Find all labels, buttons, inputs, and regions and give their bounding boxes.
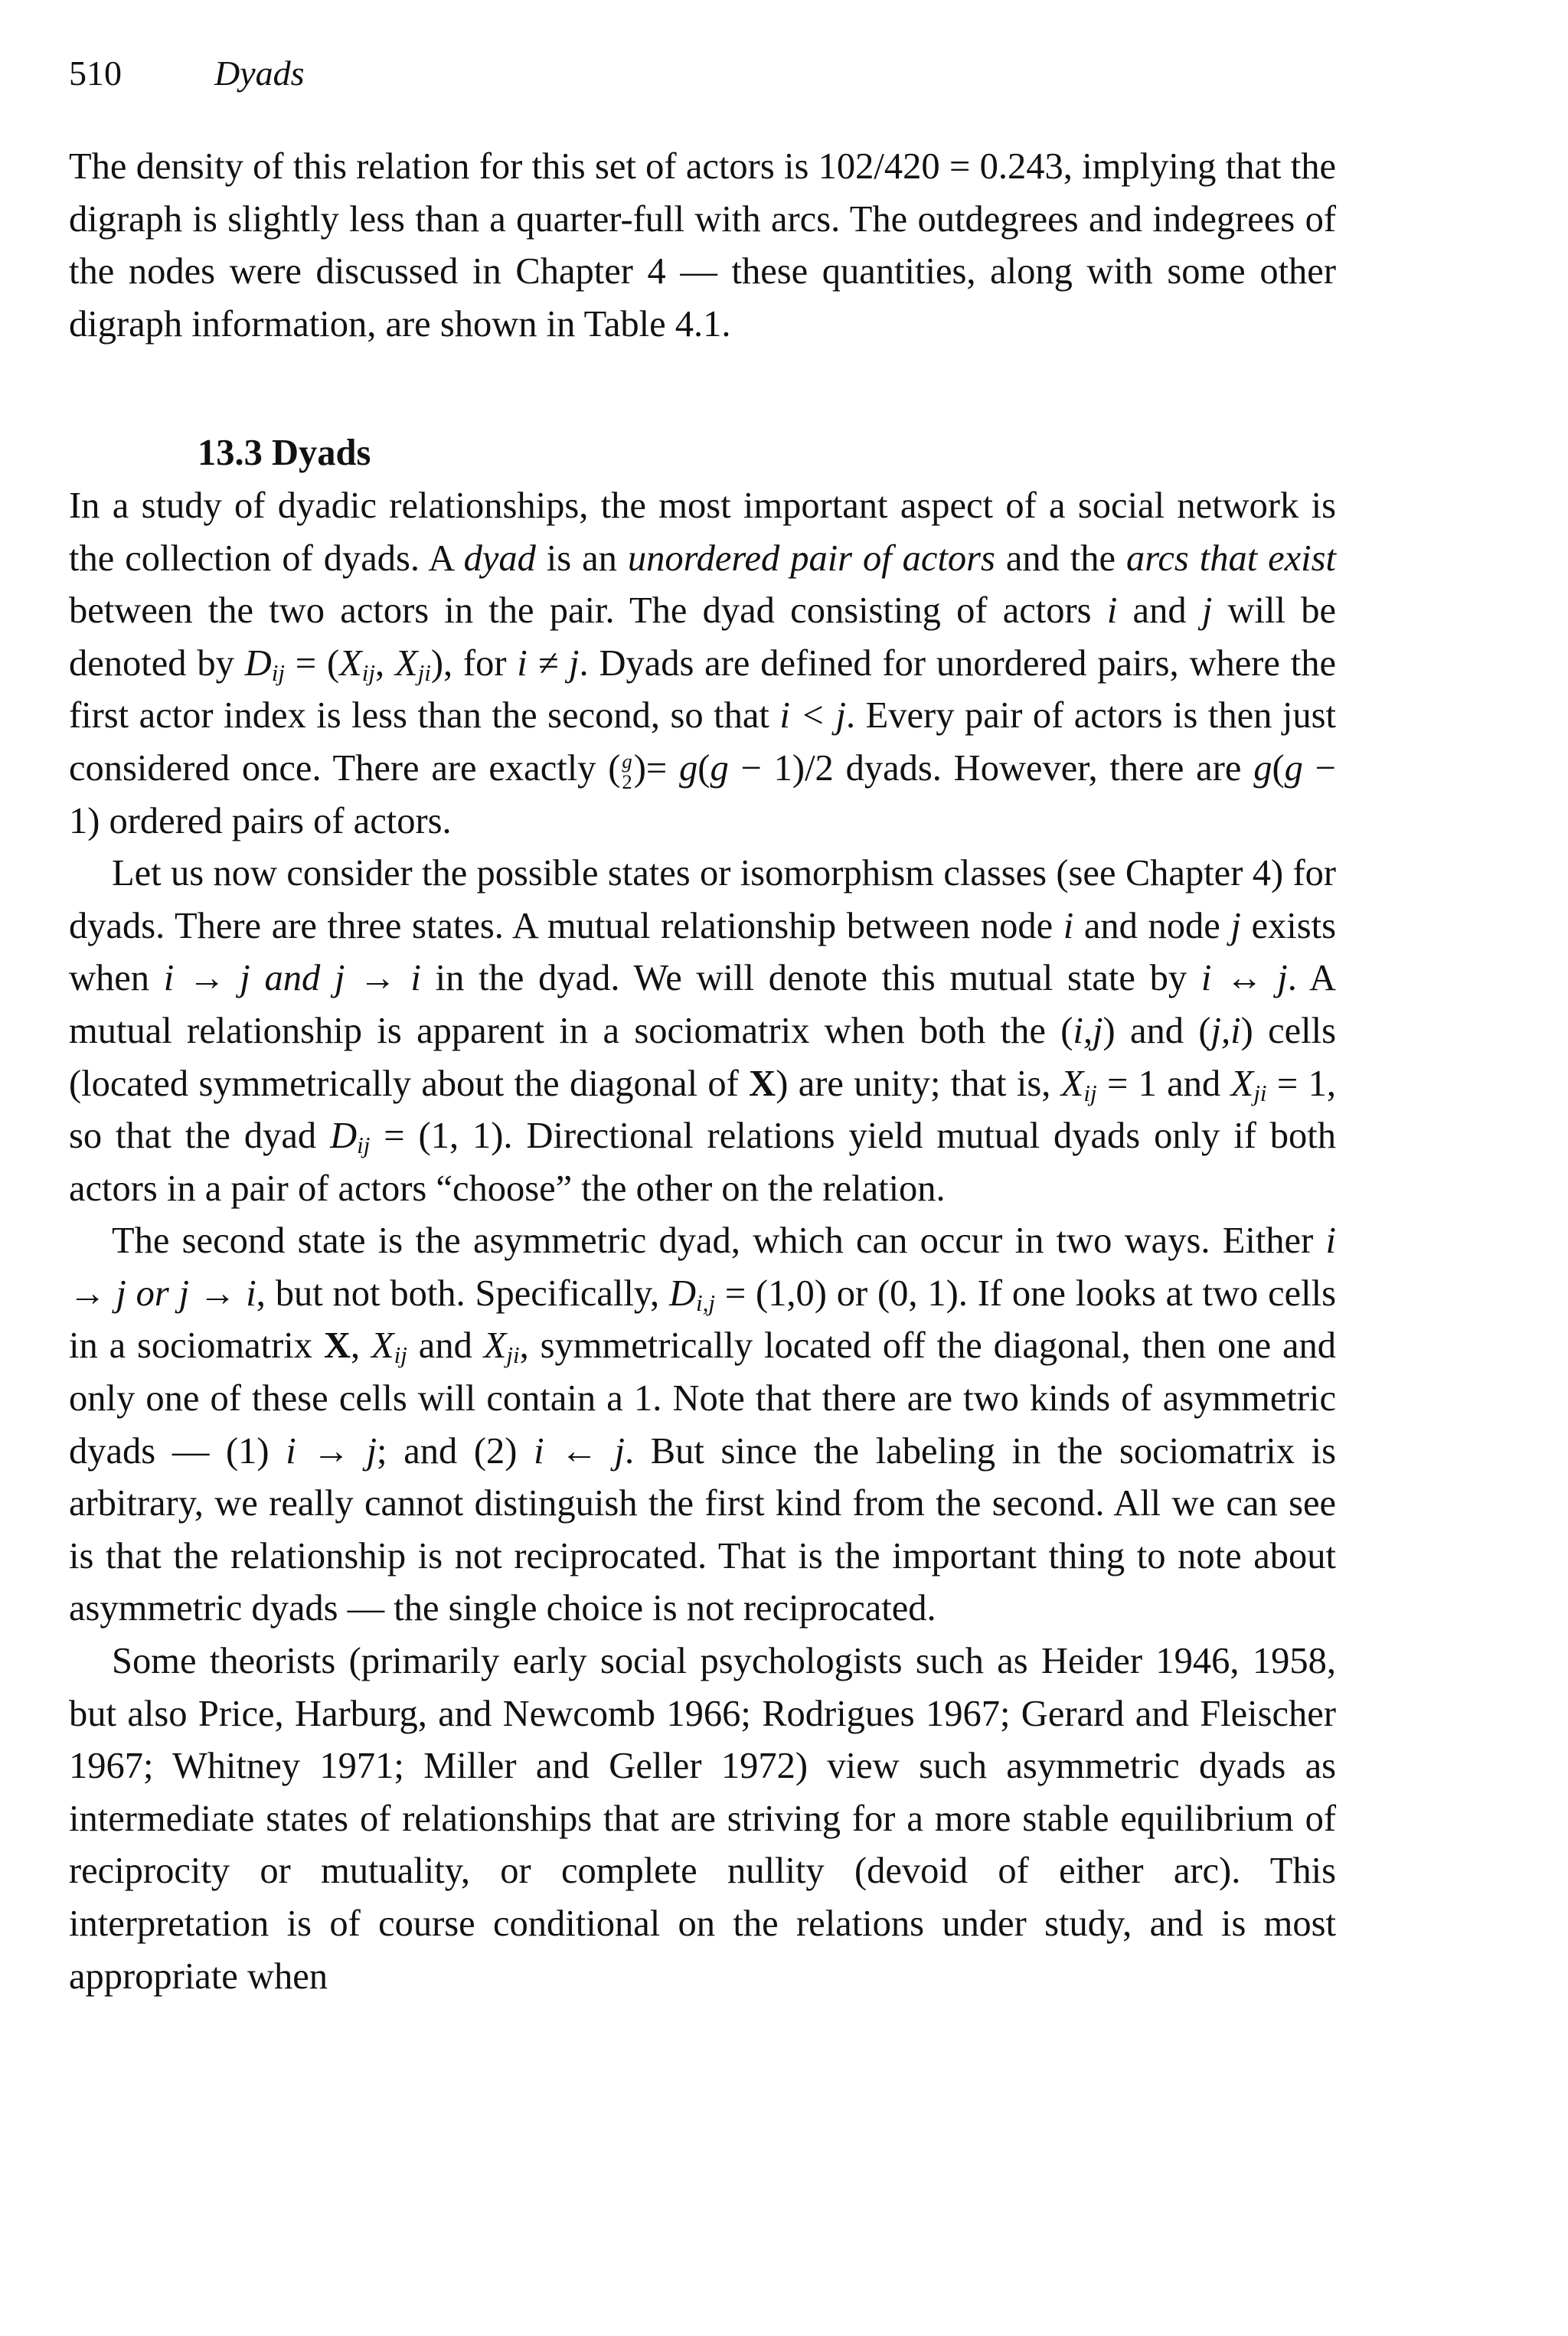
binomial-coefficient: ( g 2 ) [608, 747, 646, 793]
math-expression: i < j [779, 695, 847, 737]
math-var: X [339, 642, 362, 684]
math-subscript: ij [357, 1131, 371, 1158]
text-run: − 1) ordered pairs of actors. [69, 747, 1337, 841]
term-dyad: dyad [463, 537, 536, 579]
math-var: D [244, 642, 272, 684]
paragraph-asymmetric [69, 1215, 1336, 1635]
text-run: = 1, so that the dyad [69, 1063, 1336, 1157]
text-run: ( [697, 747, 710, 789]
text-run: = [645, 747, 680, 789]
math-subscript: i,j [695, 1289, 715, 1316]
text-run: . Every pair of actors is then just considered once. There are exactly [69, 695, 1336, 789]
running-title: Dyads [214, 54, 305, 93]
text-run: In a study of dyadic relationships, the most important aspect of a social network is the collection of dyads. A [69, 485, 1336, 579]
math-subscript: ji [506, 1341, 520, 1369]
binom-bottom: 2 [622, 769, 632, 793]
math-subscript: ij [271, 658, 285, 686]
math-var: g [679, 747, 698, 789]
math-var: X [371, 1325, 394, 1367]
math-expression: i → j or j → i [69, 1220, 1336, 1314]
matrix-symbol: X [323, 1325, 351, 1367]
text-run: The second state is the asymmetric dyad, which can occur in two ways. Either [112, 1220, 1326, 1262]
book-page [69, 52, 1336, 2003]
text-run: ; and (2) [377, 1430, 534, 1472]
paragraph-mutual [69, 848, 1336, 1215]
text-run: will be denoted by [69, 590, 1337, 684]
paragraph-theorists [69, 1635, 1336, 2003]
math-expression: i ← j [534, 1430, 625, 1472]
text-run: in the dyad. We will denote this mutual state by [420, 958, 1201, 999]
paragraph-density [69, 141, 1336, 351]
text-run: Some theorists (primarily early social psychologists such as Heider 1946, 1958, but also Price, Harburg, and Newcomb 1966; Rodrigues 1967; Gerard and Fleischer 1967; Whitney 1971; Miller and Geller 1972) view such asymmetric dyads as intermediate states of relationships that are striving for a more stable equilibrium of reciprocity or mutuality, or complete nullity (devoid of either arc). This interpretation is of course conditional on the relations under study, and is most appropriate when [69, 1641, 1336, 1997]
math-var: j [1230, 905, 1241, 946]
math-subscript: ij [361, 658, 375, 686]
text-run: ) and ( [1102, 1010, 1211, 1051]
math-var: g [1284, 747, 1303, 789]
text-run: and the [995, 537, 1127, 579]
math-var: i [1063, 905, 1074, 946]
math-var: D [668, 1273, 696, 1314]
text-run: between the two actors in the pair. The dyad consisting of actors [69, 590, 1107, 632]
text-run: ( [1272, 747, 1285, 789]
running-head [69, 52, 1336, 95]
matrix-symbol: X [749, 1063, 776, 1104]
emphasis: arcs that exist [1126, 537, 1336, 579]
math-expression: j,i [1210, 1010, 1241, 1051]
math-subscript: ij [1083, 1079, 1097, 1106]
text-run: − 1)/2 dyads. However, there are [728, 747, 1254, 789]
text-run: The density of this relation for this set of actors is 102/420 = 0.243, implying that the digraph is slightly less than a quarter-full with arcs. The outdegrees and indegrees of the nodes were discussed in Chapter 4 — these quantities, along with some other digraph information, are shown in Table 4.1. [69, 146, 1336, 345]
math-var: X [1060, 1063, 1084, 1104]
section-heading: 13.3 Dyads [198, 433, 371, 474]
text-run: and [1117, 590, 1202, 632]
text-run: Let us now consider the possible states or isomorphism classes (see Chapter 4) for dyads. There are three states. A mutual relationship between node [69, 853, 1336, 946]
text-run: . But since the labeling in the sociomatrix is arbitrary, we really cannot distinguish the first kind from the second. All we can see is that the relationship is not reciprocated. That is the important thing to note about asymmetric dyads — the single choice is not reciprocated. [69, 1430, 1337, 1629]
math-expression: i → j [286, 1430, 377, 1472]
text-run: = 1 and [1096, 1063, 1231, 1104]
text-run: ), for [430, 642, 518, 684]
page-number: 510 [69, 54, 122, 93]
text-run: , [374, 642, 395, 684]
math-subscript: ij [394, 1341, 407, 1369]
math-var: X [394, 642, 418, 684]
body-text [69, 141, 1336, 2003]
paragraph-dyad-definition [69, 480, 1336, 848]
math-subscript: ji [417, 658, 431, 686]
math-var: X [483, 1325, 507, 1367]
emphasis: unordered pair of actors [627, 537, 995, 579]
text-run: ) are unity; that is, [776, 1063, 1061, 1104]
text-run: = (1,0) or (0, 1). If one looks at two cells in a sociomatrix [69, 1273, 1336, 1367]
text-run: and node [1073, 905, 1231, 946]
math-expression: i ↔ j [1200, 958, 1288, 999]
text-run: = (1, 1). Directional relations yield mutual dyads only if both actors in a pair of actors “choose” the other on the relation. [69, 1116, 1336, 1209]
math-expression: i,j [1073, 1010, 1103, 1051]
text-run: , symmetrically located off the diagonal, then one and only one of these cells will contain a 1. Note that there are two kinds of asymmetric dyads — (1) [69, 1325, 1337, 1472]
math-var: g [710, 747, 729, 789]
text-run: . Dyads are defined for unordered pairs, where the first actor index is less than the second, so that [69, 642, 1337, 737]
math-var: D [330, 1116, 358, 1157]
text-run: , [350, 1325, 371, 1367]
math-var: g [1253, 747, 1272, 789]
math-subscript: ji [1253, 1079, 1267, 1106]
math-var: i [1106, 590, 1118, 632]
binom-top: g [622, 750, 632, 773]
text-run: , but not both. Specifically, [256, 1273, 669, 1314]
text-run: . A mutual relationship is apparent in a sociomatrix when both the ( [69, 958, 1336, 1051]
math-var: j [1201, 590, 1213, 632]
text-run: is an [535, 537, 628, 579]
text-run: and [407, 1325, 484, 1367]
math-var: X [1230, 1063, 1254, 1104]
math-expression: i ≠ j [517, 642, 580, 684]
math-expression: i → j and j → i [163, 958, 421, 999]
text-run: = ( [284, 642, 340, 684]
text-run: exists when [69, 905, 1336, 999]
text-run: ) cells (located symmetrically about the diagonal of [69, 1010, 1336, 1104]
